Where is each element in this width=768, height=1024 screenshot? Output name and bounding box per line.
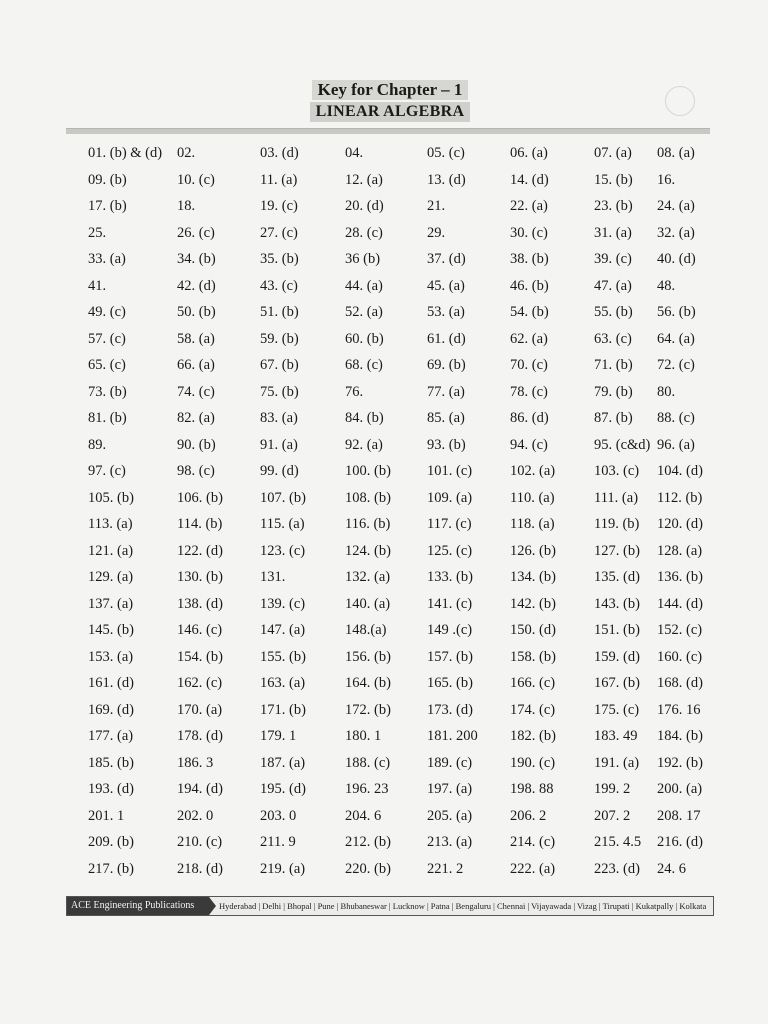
answer-row [0, 700, 768, 727]
answer-cell: 192. (b) [657, 754, 703, 771]
answer-cell: 203. 0 [260, 807, 297, 824]
answer-cell: 88. (c) [657, 410, 695, 426]
answer-cell: 126. (b) [510, 542, 556, 559]
answer-cell: 162. (c) [177, 675, 223, 691]
answer-cell: 52. (a) [345, 304, 383, 320]
answer-cell: 107. (b) [260, 489, 306, 506]
answer-cell: 28. (c) [345, 224, 383, 241]
answer-cell: 93. (b) [427, 436, 466, 453]
answer-cell: 214. (c) [510, 834, 556, 850]
answer-cell: 131. [260, 569, 286, 585]
answer-cell: 170. (a) [177, 701, 223, 718]
answer-cell: 194. (d) [177, 781, 223, 797]
answer-row [0, 382, 768, 409]
answer-cell: 216. (d) [657, 834, 703, 850]
answer-cell: 122. (d) [177, 542, 223, 559]
page-title: Key for Chapter – 1 [312, 80, 469, 100]
answer-row [0, 779, 768, 806]
answer-cell: 206. 2 [510, 807, 547, 824]
answer-cell: 147. (a) [260, 622, 306, 638]
answer-cell: 79. (b) [594, 383, 633, 400]
answer-row [0, 143, 768, 170]
answer-cell: 185. (b) [88, 754, 134, 771]
answer-row [0, 461, 768, 488]
answer-cell: 205. (a) [427, 807, 473, 824]
answer-cell: 102. (a) [510, 463, 556, 479]
answer-cell: 40. (d) [657, 251, 696, 267]
answer-cell: 197. (a) [427, 781, 473, 797]
answer-row [0, 435, 768, 462]
answer-cell: 169. (d) [88, 701, 134, 718]
answer-cell: 171. (b) [260, 701, 306, 718]
answer-cell: 94. (c) [510, 436, 548, 453]
answer-cell: 24. (a) [657, 198, 695, 214]
answer-cell: 09. (b) [88, 171, 127, 188]
answer-cell: 142. (b) [510, 595, 556, 612]
answer-cell: 75. (b) [260, 383, 299, 400]
header-rule [66, 128, 710, 134]
answer-cell: 139. (c) [260, 595, 306, 612]
footer-bar [66, 896, 714, 916]
answer-cell: 140. (a) [345, 595, 391, 612]
answer-cell: 68. (c) [345, 357, 383, 373]
answer-row [0, 329, 768, 356]
answer-cell: 42. (d) [177, 277, 216, 294]
answer-cell: 118. (a) [510, 516, 555, 532]
answer-cell: 14. (d) [510, 171, 549, 188]
answer-cell: 127. (b) [594, 542, 640, 559]
answer-cell: 159. (d) [594, 648, 640, 665]
answer-cell: 157. (b) [427, 648, 473, 665]
answer-cell: 105. (b) [88, 489, 134, 506]
footer-brand: ACE Engineering Publications [67, 897, 209, 915]
answer-row [0, 753, 768, 780]
answer-cell: 138. (d) [177, 595, 223, 612]
answer-cell: 176. 16 [657, 701, 701, 718]
answer-cell: 22. (a) [510, 198, 548, 214]
answer-cell: 115. (a) [260, 516, 305, 532]
answer-cell: 55. (b) [594, 304, 633, 320]
answer-cell: 20. (d) [345, 198, 384, 214]
answer-cell: 78. (c) [510, 383, 548, 400]
answer-cell: 146. (c) [177, 622, 223, 638]
answer-cell: 144. (d) [657, 595, 703, 612]
answer-cell: 97. (c) [88, 463, 126, 479]
answer-row [0, 806, 768, 833]
answer-row [0, 567, 768, 594]
answer-cell: 153. (a) [88, 648, 134, 665]
answer-row [0, 647, 768, 674]
answer-cell: 119. (b) [594, 516, 640, 532]
answer-cell: 221. 2 [427, 860, 464, 877]
answer-cell: 117. (c) [427, 516, 472, 532]
answer-row [0, 620, 768, 647]
answer-row [0, 408, 768, 435]
answer-row [0, 488, 768, 515]
answer-cell: 13. (d) [427, 171, 466, 188]
footer-cities: Hyderabad | Delhi | Bhopal | Pune | Bhubaneswar | Lucknow | Patna | Bengaluru | Chennai | Vijayawada | Vizag | Tirupati | Kukatpally | Kolkata [219, 901, 707, 911]
answer-cell: 178. (d) [177, 728, 223, 744]
answer-cell: 10. (c) [177, 171, 215, 188]
answer-cell: 191. (a) [594, 754, 640, 771]
answer-cell: 174. (c) [510, 701, 556, 718]
answer-cell: 34. (b) [177, 251, 216, 267]
answer-cell: 208. 17 [657, 807, 701, 824]
answer-cell: 06. (a) [510, 145, 548, 161]
answer-cell: 108. (b) [345, 489, 391, 506]
answer-cell: 204. 6 [345, 807, 382, 824]
answer-cell: 05. (c) [427, 145, 465, 161]
page-subtitle: LINEAR ALGEBRA [310, 102, 471, 122]
answer-cell: 58. (a) [177, 330, 215, 347]
answer-cell: 187. (a) [260, 754, 306, 771]
answer-cell: 173. (d) [427, 701, 473, 718]
answer-cell: 19. (c) [260, 198, 298, 214]
answer-cell: 63. (c) [594, 330, 632, 347]
answer-cell: 183. 49 [594, 728, 638, 744]
answer-cell: 193. (d) [88, 781, 134, 797]
answer-cell: 209. (b) [88, 834, 134, 850]
answer-cell: 190. (c) [510, 754, 556, 771]
answer-cell: 219. (a) [260, 860, 306, 877]
answer-cell: 121. (a) [88, 542, 134, 559]
answer-cell: 223. (d) [594, 860, 640, 877]
answer-cell: 148.(a) [345, 622, 387, 638]
answer-cell: 207. 2 [594, 807, 631, 824]
answer-cell: 199. 2 [594, 781, 631, 797]
answer-cell: 109. (a) [427, 489, 473, 506]
answer-cell: 98. (c) [177, 463, 215, 479]
answer-cell: 143. (b) [594, 595, 640, 612]
answer-row [0, 726, 768, 753]
answer-row [0, 594, 768, 621]
answer-cell: 71. (b) [594, 357, 633, 373]
answer-cell: 155. (b) [260, 648, 306, 665]
answer-row [0, 541, 768, 568]
answer-cell: 120. (d) [657, 516, 703, 532]
answer-cell: 195. (d) [260, 781, 306, 797]
answer-cell: 101. (c) [427, 463, 473, 479]
answer-row [0, 832, 768, 859]
answer-cell: 24. 6 [657, 860, 686, 877]
answer-cell: 103. (c) [594, 463, 640, 479]
answer-cell: 136. (b) [657, 569, 703, 585]
answer-cell: 145. (b) [88, 622, 134, 638]
answer-cell: 62. (a) [510, 330, 548, 347]
answer-cell: 91. (a) [260, 436, 298, 453]
answer-cell: 196. 23 [345, 781, 389, 797]
answer-cell: 32. (a) [657, 224, 695, 241]
answer-cell: 35. (b) [260, 251, 299, 267]
answer-cell: 02. [177, 145, 196, 161]
answer-cell: 74. (c) [177, 383, 215, 400]
answer-cell: 106. (b) [177, 489, 223, 506]
answer-cell: 141. (c) [427, 595, 473, 612]
answer-row [0, 223, 768, 250]
answer-cell: 200. (a) [657, 781, 703, 797]
answer-row [0, 249, 768, 276]
answer-cell: 85. (a) [427, 410, 465, 426]
answer-cell: 163. (a) [260, 675, 306, 691]
answer-cell: 186. 3 [177, 754, 214, 771]
answer-cell: 59. (b) [260, 330, 299, 347]
answer-cell: 168. (d) [657, 675, 703, 691]
answer-cell: 130. (b) [177, 569, 223, 585]
answer-cell: 84. (b) [345, 410, 384, 426]
answer-cell: 70. (c) [510, 357, 548, 373]
answer-cell: 86. (d) [510, 410, 549, 426]
answer-cell: 218. (d) [177, 860, 223, 877]
answer-cell: 31. (a) [594, 224, 632, 241]
answer-cell: 01. (b) & (d) [88, 145, 163, 161]
answer-cell: 222. (a) [510, 860, 556, 877]
answer-cell: 158. (b) [510, 648, 556, 665]
answer-cell: 67. (b) [260, 357, 299, 373]
answer-cell: 213. (a) [427, 834, 473, 850]
answer-cell: 80. [657, 383, 676, 400]
answer-row [0, 276, 768, 303]
answer-cell: 160. (c) [657, 648, 703, 665]
answer-cell: 27. (c) [260, 224, 298, 241]
answer-row [0, 196, 768, 223]
answer-cell: 220. (b) [345, 860, 391, 877]
answer-cell: 76. [345, 383, 364, 400]
answer-cell: 172. (b) [345, 701, 391, 718]
answer-cell: 201. 1 [88, 807, 125, 824]
answer-cell: 33. (a) [88, 251, 126, 267]
answer-row [0, 170, 768, 197]
answer-cell: 03. (d) [260, 145, 299, 161]
answer-cell: 73. (b) [88, 383, 127, 400]
answer-cell: 90. (b) [177, 436, 216, 453]
answer-cell: 188. (c) [345, 754, 391, 771]
answer-cell: 72. (c) [657, 357, 695, 373]
answer-cell: 152. (c) [657, 622, 703, 638]
answer-cell: 181. 200 [427, 728, 478, 744]
answer-cell: 116. (b) [345, 516, 391, 532]
answer-cell: 08. (a) [657, 145, 695, 161]
answer-cell: 128. (a) [657, 542, 703, 559]
answer-cell: 21. [427, 198, 446, 214]
answer-cell: 96. (a) [657, 436, 695, 453]
answer-cell: 210. (c) [177, 834, 223, 850]
answer-cell: 38. (b) [510, 251, 549, 267]
answer-cell: 65. (c) [88, 357, 126, 373]
answer-row [0, 514, 768, 541]
answer-cell: 167. (b) [594, 675, 640, 691]
answer-cell: 45. (a) [427, 277, 465, 294]
answer-cell: 54. (b) [510, 304, 549, 320]
answer-cell: 151. (b) [594, 622, 640, 638]
answer-cell: 43. (c) [260, 277, 298, 294]
answer-cell: 04. [345, 145, 364, 161]
answer-cell: 48. [657, 277, 676, 294]
answer-cell: 37. (d) [427, 251, 466, 267]
answer-cell: 53. (a) [427, 304, 465, 320]
answer-cell: 123. (c) [260, 542, 306, 559]
answer-cell: 95. (c&d) [594, 436, 651, 453]
answer-cell: 112. (b) [657, 489, 703, 506]
answer-cell: 12. (a) [345, 171, 383, 188]
answer-cell: 156. (b) [345, 648, 391, 665]
answer-row [0, 302, 768, 329]
answer-cell: 175. (c) [594, 701, 640, 718]
answer-cell: 198. 88 [510, 781, 554, 797]
answer-cell: 133. (b) [427, 569, 473, 585]
answer-cell: 134. (b) [510, 569, 556, 585]
answer-cell: 164. (b) [345, 675, 391, 691]
answer-cell: 114. (b) [177, 516, 223, 532]
answer-cell: 100. (b) [345, 463, 391, 479]
answer-cell: 39. (c) [594, 251, 632, 267]
answer-cell: 11. (a) [260, 171, 298, 188]
answer-row [0, 673, 768, 700]
answer-cell: 17. (b) [88, 198, 127, 214]
answer-cell: 23. (b) [594, 198, 633, 214]
answer-cell: 66. (a) [177, 357, 215, 373]
answer-cell: 16. [657, 171, 676, 188]
answer-cell: 82. (a) [177, 410, 215, 426]
answer-cell: 81. (b) [88, 410, 127, 426]
answer-row [0, 355, 768, 382]
answer-cell: 166. (c) [510, 675, 556, 691]
answer-cell: 129. (a) [88, 569, 134, 585]
answer-cell: 215. 4.5 [594, 834, 642, 850]
answer-cell: 87. (b) [594, 410, 633, 426]
answer-cell: 50. (b) [177, 304, 216, 320]
answer-cell: 104. (d) [657, 463, 703, 479]
answer-cell: 150. (d) [510, 622, 556, 638]
answer-cell: 177. (a) [88, 728, 134, 744]
answer-cell: 25. [88, 224, 107, 241]
footer-arrow-icon [209, 897, 216, 915]
answer-cell: 124. (b) [345, 542, 391, 559]
answer-cell: 41. [88, 277, 107, 294]
answer-cell: 182. (b) [510, 728, 556, 744]
answer-row [0, 859, 768, 886]
answer-cell: 89. [88, 436, 107, 453]
answer-cell: 61. (d) [427, 330, 466, 347]
answer-cell: 30. (c) [510, 224, 548, 241]
answer-cell: 189. (c) [427, 754, 473, 771]
answer-cell: 149 .(c) [427, 622, 473, 638]
answer-cell: 165. (b) [427, 675, 473, 691]
answer-cell: 83. (a) [260, 410, 298, 426]
answer-cell: 49. (c) [88, 304, 126, 320]
answer-cell: 99. (d) [260, 463, 299, 479]
answer-cell: 125. (c) [427, 542, 473, 559]
answer-cell: 211. 9 [260, 834, 296, 850]
answer-cell: 111. (a) [594, 489, 639, 506]
answer-cell: 212. (b) [345, 834, 391, 850]
answer-cell: 29. [427, 224, 446, 241]
logo-seal-icon [665, 86, 695, 116]
answer-cell: 179. 1 [260, 728, 297, 744]
answer-cell: 15. (b) [594, 171, 633, 188]
answer-cell: 77. (a) [427, 383, 465, 400]
answer-cell: 132. (a) [345, 569, 391, 585]
answer-cell: 135. (d) [594, 569, 640, 585]
answer-cell: 69. (b) [427, 357, 466, 373]
answer-key-grid [0, 143, 768, 885]
answer-cell: 51. (b) [260, 304, 299, 320]
answer-cell: 47. (a) [594, 277, 632, 294]
answer-cell: 57. (c) [88, 330, 126, 347]
answer-cell: 07. (a) [594, 145, 632, 161]
answer-cell: 154. (b) [177, 648, 223, 665]
answer-cell: 64. (a) [657, 330, 695, 347]
answer-cell: 92. (a) [345, 436, 383, 453]
answer-cell: 46. (b) [510, 277, 549, 294]
answer-cell: 161. (d) [88, 675, 134, 691]
answer-cell: 180. 1 [345, 728, 382, 744]
answer-cell: 217. (b) [88, 860, 134, 877]
answer-cell: 44. (a) [345, 277, 383, 294]
title-block [300, 80, 480, 122]
answer-cell: 113. (a) [88, 516, 133, 532]
answer-cell: 110. (a) [510, 489, 555, 506]
answer-cell: 60. (b) [345, 330, 384, 347]
answer-cell: 36 (b) [345, 251, 381, 267]
answer-cell: 137. (a) [88, 595, 134, 612]
answer-cell: 26. (c) [177, 224, 215, 241]
answer-cell: 18. [177, 198, 196, 214]
answer-cell: 184. (b) [657, 728, 703, 744]
answer-cell: 56. (b) [657, 304, 696, 320]
answer-cell: 202. 0 [177, 807, 214, 824]
